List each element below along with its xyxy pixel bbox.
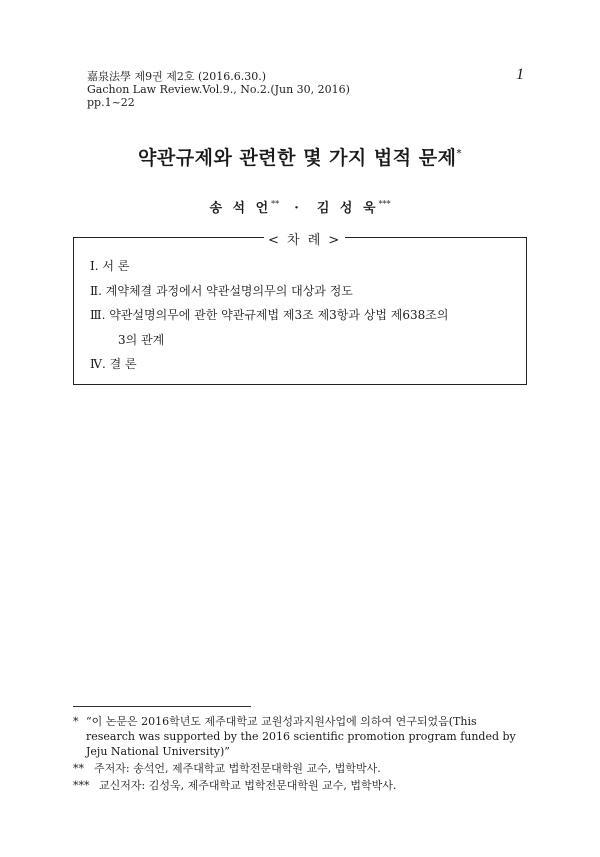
paper-title <box>0 143 600 170</box>
toc-item-4: Ⅳ. 결 론 <box>90 357 137 371</box>
author-1-mark: ** <box>271 199 280 209</box>
footnote-2 <box>73 761 527 776</box>
journal-citation-korean: 嘉泉法學 제9권 제2호 (2016.6.30.) <box>87 70 267 83</box>
journal-citation-english: Gachon Law Review.Vol.9., No.2.(Jun 30, 2016) <box>87 83 350 96</box>
footnote-3 <box>73 778 527 793</box>
footnote-1-text: “이 논문은 2016학년도 제주대학교 교원성과지원사업에 의하여 연구되었음(This research was supported by the 2016 scientific promotion program funded by Jeju National University)” <box>86 715 516 758</box>
footnote-1 <box>73 714 527 759</box>
author-2: 김 성 욱 <box>316 201 379 216</box>
journal-header <box>87 70 350 109</box>
toc-item-3-continued: 3의 관계 <box>118 332 165 347</box>
footnote-1-mark: * <box>73 715 79 728</box>
paper-title-text: 약관규제와 관련한 몇 가지 법적 문제 <box>138 147 457 169</box>
toc-item-3: Ⅲ. 약관설명의무에 관한 약관규제법 제3조 제3항과 상법 제638조의 <box>90 308 449 322</box>
page-range: pp.1~22 <box>87 96 135 109</box>
footnote-2-text: 주저자: 송석언, 제주대학교 법학전문대학원 교수, 법학박사. <box>94 762 381 775</box>
toc-list <box>90 254 448 377</box>
footnote-3-text: 교신저자: 김성욱, 제주대학교 법학전문대학원 교수, 법학박사. <box>99 779 397 792</box>
page-number: 1 <box>516 66 524 83</box>
author-1: 송 석 언 <box>209 201 272 216</box>
footnote-2-mark: ** <box>73 762 84 775</box>
author-2-mark: *** <box>378 199 391 209</box>
toc-item-2: Ⅱ. 계약체결 과정에서 약관설명의무의 대상과 정도 <box>90 283 353 298</box>
title-footnote-mark: * <box>456 148 462 160</box>
author-line <box>0 197 600 216</box>
footnote-separator <box>73 706 251 707</box>
toc-caption: < 차 례 > <box>264 229 345 248</box>
author-separator: · <box>294 201 302 216</box>
footnotes <box>73 714 527 795</box>
toc-item-1: Ⅰ. 서 론 <box>90 259 130 273</box>
footnote-3-mark: *** <box>73 779 90 792</box>
